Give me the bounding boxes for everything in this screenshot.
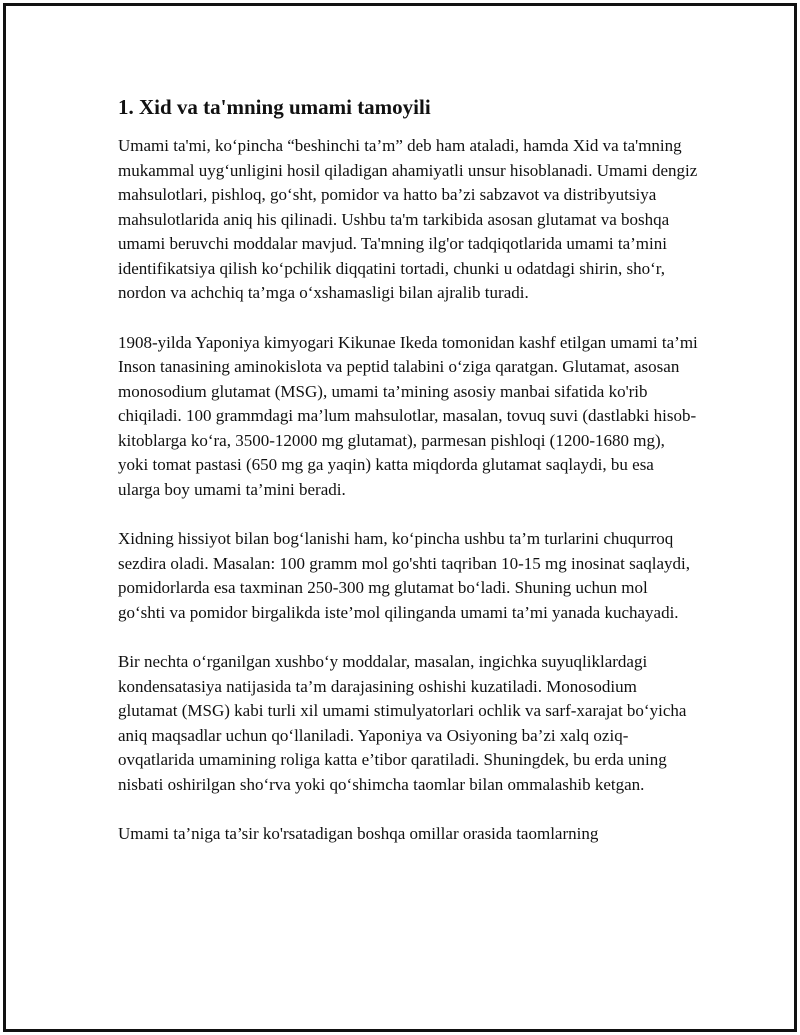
section-heading: 1. Xid va ta'mning umami tamoyili bbox=[118, 95, 431, 119]
paragraph-5: Umami ta’niga ta’sir ko'rsatadigan boshqa omillar orasida taomlarning bbox=[118, 824, 599, 843]
document-body bbox=[118, 92, 698, 872]
paragraph-1: Umami ta'mi, ko‘pincha “beshinchi ta’m” deb ham ataladi, hamda Xid va ta'mning mukammal uyg‘unligini hosil qiladigan ahamiyatli unsur hisoblanadi. Umami dengiz mahsulotlari, pishloq, go‘sht, pomidor va hatto ba’zi sabzavot va distribyutsiya mahsulotlarida aniq his qilinadi. Ushbu ta'm tarkibida asosan glutamat va boshqa umami beruvchi moddalar mavjud. Ta'mning ilg'or tadqiqotlarida umami ta’mini identifikatsiya qilish ko‘pchilik diqqatini tortadi, chunki u odatdagi shirin, sho‘r, nordon va achchiq ta’mga o‘xshamasligi bilan ajralib turadi. bbox=[118, 136, 698, 302]
paragraph-4: Bir nechta o‘rganilgan xushbo‘y moddalar, masalan, ingichka suyuqliklardagi kondensatasiya natijasida ta’m darajasining oshishi kuzatiladi. Monosodium glutamat (MSG) kabi turli xil umami stimulyatorlari ochlik va sarf-xarajat bo‘yicha aniq maqsadlar uchun qo‘llaniladi. Yaponiya va Osiyoning ba’zi xalq oziq-ovqatlarida umamining roliga katta e’tibor qaratiladi. Shuningdek, bu erda uning nisbati oshirilgan sho‘rva yoki qo‘shimcha taomlar bilan ommalashib ketgan. bbox=[118, 652, 687, 794]
paragraph-3: Xidning hissiyot bilan bog‘lanishi ham, ko‘pincha ushbu ta’m turlarini chuqurroq sezdira oladi. Masalan: 100 gramm mol go'shti taqriban 10-15 mg inosinat saqlaydi, pomidorlarda esa taxminan 250-300 mg glutamat bo‘ladi. Shuning uchun mol go‘shti va pomidor birgalikda iste’mol qilinganda umami ta’mi yanada kuchayadi. bbox=[118, 529, 690, 622]
paragraph-2: 1908-yilda Yaponiya kimyogari Kikunae Ikeda tomonidan kashf etilgan umami ta’mi Inson tanasining aminokislota va peptid talabini o‘ziga qaratgan. Glutamat, asosan monosodium glutamat (MSG), umami ta’mining asosiy manbai sifatida ko'rib chiqiladi. 100 grammdagi ma’lum mahsulotlar, masalan, tovuq suvi (dastlabki hisob-kitoblarga ko‘ra, 3500-12000 mg glutamat), parmesan pishloqi (1200-1680 mg), yoki tomat pastasi (650 mg ga yaqin) katta miqdorda glutamat saqlaydi, bu esa ularga boy umami ta’mini beradi. bbox=[118, 332, 698, 499]
